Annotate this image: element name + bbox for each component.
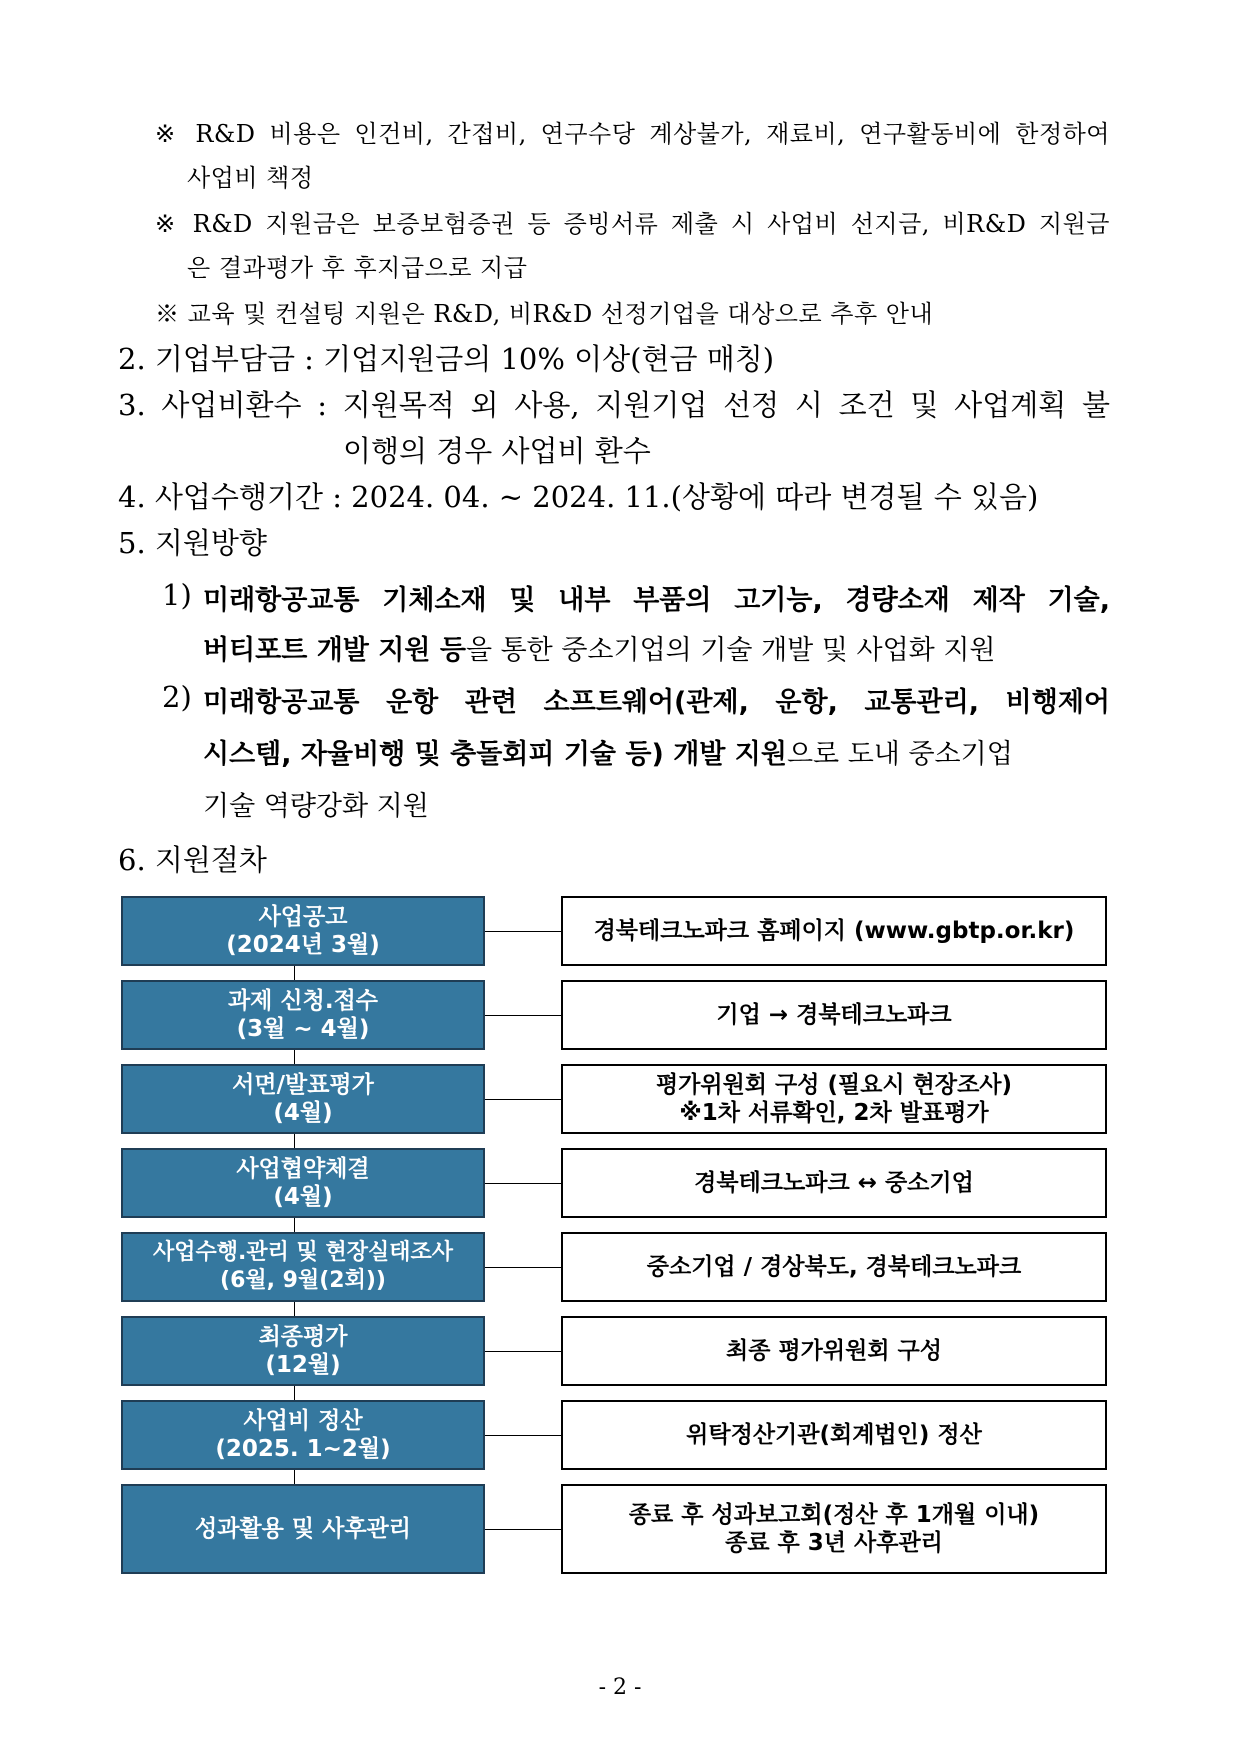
flow-connector	[294, 1302, 295, 1316]
direction-1-number: 1)	[162, 578, 192, 612]
step-3-detail	[561, 1064, 1107, 1134]
step-1-box	[121, 896, 485, 966]
step-6-detail	[561, 1316, 1107, 1386]
step-6-detail-text: 최종 평가위원회 구성	[726, 1338, 942, 1364]
flow-connector	[294, 1386, 295, 1400]
direction-1-line-2	[203, 628, 996, 667]
step-1-title: 사업공고	[258, 904, 348, 930]
step-2-title: 과제 신청.접수	[227, 988, 379, 1014]
item-3-line-2: 이행의 경우 사업비 환수	[343, 434, 651, 468]
step-1-detail	[561, 896, 1107, 966]
step-8-title: 성과활용 및 사후관리	[195, 1516, 411, 1542]
step-8-detail-text-1: 종료 후 성과보고회(정산 후 1개월 이내)	[628, 1502, 1040, 1528]
step-7-title: 사업비 정산	[243, 1408, 363, 1434]
step-7-detail-text: 위탁정산기관(회계법인) 정산	[686, 1422, 982, 1448]
flow-connector	[294, 1050, 295, 1064]
step-3-box	[121, 1064, 485, 1134]
step-5-detail	[561, 1232, 1107, 1302]
step-4-box	[121, 1148, 485, 1218]
step-3-detail-text-1: 평가위원회 구성 (필요시 현장조사)	[655, 1072, 1013, 1098]
flow-connector	[294, 1470, 295, 1484]
step-2-detail	[561, 980, 1107, 1050]
item-2-company-burden: 2. 기업부담금 : 기업지원금의 10% 이상(현금 매칭)	[118, 342, 775, 376]
note-2-line-1: ※ R&D 지원금은 보증보험증권 등 증빙서류 제출 시 사업비 선지금, 비R&D 지원금	[155, 210, 1110, 238]
step-1-date: (2024년 3월)	[226, 932, 380, 958]
step-8-box	[121, 1484, 485, 1574]
step-3-date: (4월)	[273, 1100, 333, 1126]
direction-2-line-2	[203, 732, 1013, 771]
step-6-box	[121, 1316, 485, 1386]
step-4-title: 사업협약체결	[236, 1156, 370, 1182]
step-4-detail	[561, 1148, 1107, 1218]
step-6-date: (12월)	[265, 1352, 341, 1378]
note-1-line-2: 사업비 책정	[187, 164, 314, 192]
step-3-title: 서면/발표평가	[232, 1072, 374, 1098]
step-8-detail-text-2: 종료 후 3년 사후관리	[725, 1530, 943, 1556]
step-7-detail	[561, 1400, 1107, 1470]
step-7-box	[121, 1400, 485, 1470]
step-5-box	[121, 1232, 485, 1302]
item-3-line-1: 3. 사업비환수 : 지원목적 외 사용, 지원기업 선정 시 조건 및 사업계획 불	[118, 388, 1110, 422]
item-6-procedure-heading: 6. 지원절차	[118, 843, 267, 877]
direction-2-line-1: 미래항공교통 운항 관련 소프트웨어(관제, 운항, 교통관리, 비행제어	[203, 687, 1110, 718]
step-7-link	[485, 1435, 561, 1436]
step-4-detail-text: 경북테크노파크 ↔ 중소기업	[694, 1170, 974, 1196]
step-5-title: 사업수행.관리 및 현장실태조사	[153, 1240, 453, 1265]
note-3: ※ 교육 및 컨설팅 지원은 R&D, 비R&D 선정기업을 대상으로 추후 안내	[155, 300, 934, 328]
step-4-link	[485, 1183, 561, 1184]
step-2-link	[485, 1015, 561, 1016]
note-2-line-2: 은 결과평가 후 후지급으로 지급	[187, 254, 528, 282]
step-5-link	[485, 1267, 561, 1268]
flow-connector	[294, 966, 295, 980]
step-2-date: (3월 ~ 4월)	[236, 1016, 370, 1042]
step-7-date: (2025. 1~2월)	[215, 1436, 391, 1462]
note-1-line-1: ※ R&D 비용은 인건비, 간접비, 연구수당 계상불가, 재료비, 연구활동비에 한정하여	[155, 120, 1110, 148]
direction-2-number: 2)	[162, 680, 192, 714]
step-5-detail-text: 중소기업 / 경상북도, 경북테크노파크	[646, 1254, 1022, 1280]
step-1-link	[485, 931, 561, 932]
step-2-box	[121, 980, 485, 1050]
page-number: - 2 -	[598, 1675, 642, 1700]
step-2-detail-text: 기업 → 경북테크노파크	[716, 1002, 952, 1028]
step-3-detail-text-2: ※1차 서류확인, 2차 발표평가	[679, 1100, 989, 1126]
direction-2-line-2-rest: 으로 도내 중소기업	[786, 739, 1013, 770]
step-3-link	[485, 1099, 561, 1100]
step-1-detail-text: 경북테크노파크 홈페이지 (www.gbtp.or.kr)	[593, 918, 1075, 944]
item-4-period: 4. 사업수행기간 : 2024. 04. ~ 2024. 11.(상황에 따라 변경될 수 있음)	[118, 480, 1039, 514]
direction-1-line-1: 미래항공교통 기체소재 및 내부 부품의 고기능, 경량소재 제작 기술,	[203, 585, 1110, 616]
step-4-date: (4월)	[273, 1184, 333, 1210]
direction-2-line-2-bold: 시스템, 자율비행 및 충돌회피 기술 등) 개발 지원	[203, 739, 787, 770]
item-5-direction-heading: 5. 지원방향	[118, 526, 267, 560]
flow-connector	[294, 1218, 295, 1232]
direction-1-line-2-bold: 버티포트 개발 지원 등	[203, 635, 466, 666]
step-6-link	[485, 1351, 561, 1352]
step-5-date: (6월, 9월(2회))	[220, 1268, 386, 1293]
direction-2-line-3: 기술 역량강화 지원	[203, 791, 429, 822]
step-6-title: 최종평가	[258, 1324, 348, 1350]
flow-connector	[294, 1134, 295, 1148]
direction-1-line-2-rest: 을 통한 중소기업의 기술 개발 및 사업화 지원	[465, 635, 996, 666]
step-8-link	[485, 1529, 561, 1530]
step-8-detail	[561, 1484, 1107, 1574]
